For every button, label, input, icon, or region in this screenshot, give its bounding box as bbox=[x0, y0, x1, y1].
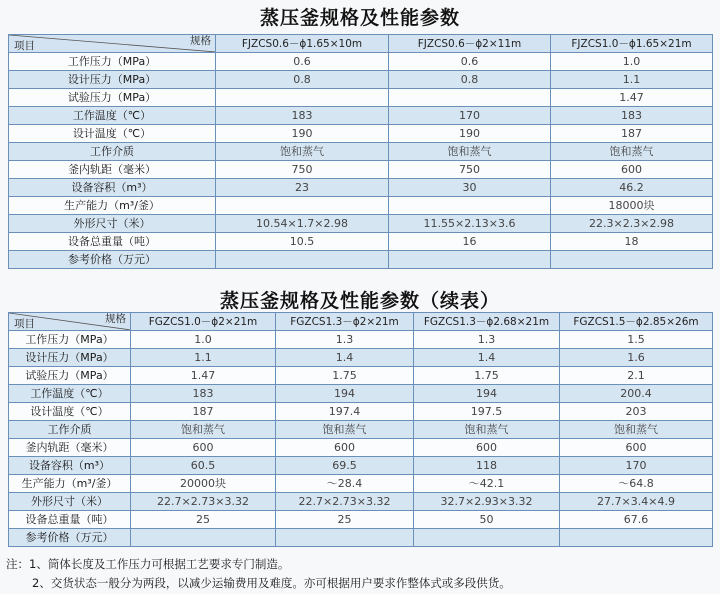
column-header: FJZCS0.6－ϕ1.65×10m bbox=[216, 35, 389, 53]
value-cell: 60.5 bbox=[131, 457, 276, 475]
row-label: 工作压力（MPa） bbox=[9, 331, 131, 349]
row-label: 设备容积（m³） bbox=[9, 457, 131, 475]
value-cell bbox=[414, 529, 560, 547]
value-cell: ～64.8 bbox=[560, 475, 713, 493]
value-cell: 10.5 bbox=[216, 233, 389, 251]
value-cell: 18000块 bbox=[551, 197, 713, 215]
value-cell: 46.2 bbox=[551, 179, 713, 197]
value-cell: 50 bbox=[414, 511, 560, 529]
value-cell: 750 bbox=[389, 161, 551, 179]
value-cell bbox=[389, 251, 551, 269]
table-row bbox=[9, 161, 713, 179]
value-cell bbox=[216, 89, 389, 107]
value-cell: 197.5 bbox=[414, 403, 560, 421]
value-cell: 170 bbox=[389, 107, 551, 125]
value-cell: 600 bbox=[560, 439, 713, 457]
row-label: 生产能力（m³/釜） bbox=[9, 197, 216, 215]
table-row bbox=[9, 421, 713, 439]
value-cell: 0.6 bbox=[216, 53, 389, 71]
note-line-2: 2、交货状态一般分为两段，以减少运输费用及难度。亦可根据用户要求作整体式或多段供货。 bbox=[32, 576, 511, 590]
value-cell: 饱和蒸气 bbox=[216, 143, 389, 161]
header-row bbox=[9, 313, 713, 331]
value-cell: 187 bbox=[131, 403, 276, 421]
value-cell: 25 bbox=[131, 511, 276, 529]
table-row bbox=[9, 107, 713, 125]
value-cell: 600 bbox=[551, 161, 713, 179]
row-label: 设备总重量（吨） bbox=[9, 511, 131, 529]
value-cell: 饱和蒸气 bbox=[551, 143, 713, 161]
diagonal-divider bbox=[9, 35, 216, 52]
row-label: 试验压力（MPa） bbox=[9, 89, 216, 107]
row-label: 参考价格（万元） bbox=[9, 251, 216, 269]
table-row bbox=[9, 349, 713, 367]
table-row bbox=[9, 125, 713, 143]
value-cell: 1.4 bbox=[276, 349, 414, 367]
row-label: 釜内轨距（毫米） bbox=[9, 439, 131, 457]
row-label: 工作压力（MPa） bbox=[9, 53, 216, 71]
value-cell: 22.7×2.73×3.32 bbox=[131, 493, 276, 511]
corner-spec-label: 规格 bbox=[105, 313, 126, 325]
table-row bbox=[9, 367, 713, 385]
value-cell bbox=[276, 529, 414, 547]
value-cell bbox=[551, 251, 713, 269]
value-cell bbox=[389, 89, 551, 107]
table2-title: 蒸压釜规格及性能参数（续表） bbox=[219, 290, 500, 312]
value-cell: 1.47 bbox=[551, 89, 713, 107]
value-cell: 69.5 bbox=[276, 457, 414, 475]
value-cell: 饱和蒸气 bbox=[414, 421, 560, 439]
value-cell bbox=[216, 197, 389, 215]
value-cell: 1.6 bbox=[560, 349, 713, 367]
table-row bbox=[9, 89, 713, 107]
header-corner-cell bbox=[9, 35, 216, 53]
value-cell bbox=[131, 529, 276, 547]
column-header: FGZCS1.3－ϕ2.68×21m bbox=[414, 313, 560, 331]
value-cell: 饱和蒸气 bbox=[276, 421, 414, 439]
value-cell: 1.0 bbox=[131, 331, 276, 349]
value-cell: 118 bbox=[414, 457, 560, 475]
table-row bbox=[9, 215, 713, 233]
value-cell: 190 bbox=[216, 125, 389, 143]
note-line-1: 注：1、筒体长度及工作压力可根据工艺要求专门制造。 bbox=[6, 557, 290, 571]
column-header: FJZCS1.0－ϕ1.65×21m bbox=[551, 35, 713, 53]
value-cell: ～42.1 bbox=[414, 475, 560, 493]
value-cell: 190 bbox=[389, 125, 551, 143]
value-cell: 194 bbox=[276, 385, 414, 403]
value-cell: 23 bbox=[216, 179, 389, 197]
value-cell: 饱和蒸气 bbox=[560, 421, 713, 439]
value-cell: 203 bbox=[560, 403, 713, 421]
column-header: FJZCS0.6－ϕ2×11m bbox=[389, 35, 551, 53]
table-row bbox=[9, 143, 713, 161]
value-cell: 67.6 bbox=[560, 511, 713, 529]
header-row bbox=[9, 35, 713, 53]
row-label: 工作介质 bbox=[9, 143, 216, 161]
value-cell bbox=[216, 251, 389, 269]
value-cell: 194 bbox=[414, 385, 560, 403]
value-cell: 25 bbox=[276, 511, 414, 529]
value-cell: 0.8 bbox=[216, 71, 389, 89]
value-cell: 750 bbox=[216, 161, 389, 179]
value-cell: 1.0 bbox=[551, 53, 713, 71]
value-cell: 16 bbox=[389, 233, 551, 251]
value-cell: 22.3×2.3×2.98 bbox=[551, 215, 713, 233]
value-cell: 11.55×2.13×3.6 bbox=[389, 215, 551, 233]
value-cell: 饱和蒸气 bbox=[389, 143, 551, 161]
value-cell: 197.4 bbox=[276, 403, 414, 421]
value-cell: 187 bbox=[551, 125, 713, 143]
corner-spec-label: 规格 bbox=[190, 35, 211, 47]
row-label: 生产能力（m³/釜） bbox=[9, 475, 131, 493]
value-cell: 183 bbox=[216, 107, 389, 125]
table-row bbox=[9, 439, 713, 457]
table-row bbox=[9, 511, 713, 529]
value-cell: 0.8 bbox=[389, 71, 551, 89]
value-cell: 2.1 bbox=[560, 367, 713, 385]
value-cell: 1.47 bbox=[131, 367, 276, 385]
value-cell: 1.75 bbox=[276, 367, 414, 385]
row-label: 参考价格（万元） bbox=[9, 529, 131, 547]
column-header: FGZCS1.3－ϕ2×21m bbox=[276, 313, 414, 331]
value-cell bbox=[560, 529, 713, 547]
column-header: FGZCS1.0－ϕ2×21m bbox=[131, 313, 276, 331]
row-label: 设备总重量（吨） bbox=[9, 233, 216, 251]
row-label: 外形尺寸（米） bbox=[9, 493, 131, 511]
value-cell: 600 bbox=[414, 439, 560, 457]
row-label: 工作温度（℃） bbox=[9, 107, 216, 125]
table-row bbox=[9, 197, 713, 215]
value-cell: 183 bbox=[131, 385, 276, 403]
header-corner-cell bbox=[9, 313, 131, 331]
row-label: 工作介质 bbox=[9, 421, 131, 439]
value-cell: 30 bbox=[389, 179, 551, 197]
value-cell bbox=[389, 197, 551, 215]
table-row bbox=[9, 457, 713, 475]
value-cell: 32.7×2.93×3.32 bbox=[414, 493, 560, 511]
spec-table-1 bbox=[8, 34, 713, 269]
spec-table-2 bbox=[8, 312, 713, 547]
corner-item-label: 项目 bbox=[14, 40, 35, 52]
value-cell: 1.4 bbox=[414, 349, 560, 367]
value-cell: 22.7×2.73×3.32 bbox=[276, 493, 414, 511]
value-cell: 10.54×1.7×2.98 bbox=[216, 215, 389, 233]
table-row bbox=[9, 529, 713, 547]
value-cell: ～28.4 bbox=[276, 475, 414, 493]
table-row bbox=[9, 53, 713, 71]
value-cell: 20000块 bbox=[131, 475, 276, 493]
row-label: 外形尺寸（米） bbox=[9, 215, 216, 233]
corner-item-label: 项目 bbox=[14, 318, 35, 330]
row-label: 工作温度（℃） bbox=[9, 385, 131, 403]
table-row bbox=[9, 403, 713, 421]
value-cell: 饱和蒸气 bbox=[131, 421, 276, 439]
value-cell: 1.5 bbox=[560, 331, 713, 349]
value-cell: 200.4 bbox=[560, 385, 713, 403]
row-label: 试验压力（MPa） bbox=[9, 367, 131, 385]
value-cell: 170 bbox=[560, 457, 713, 475]
value-cell: 1.1 bbox=[131, 349, 276, 367]
value-cell: 183 bbox=[551, 107, 713, 125]
table-row bbox=[9, 331, 713, 349]
value-cell: 0.6 bbox=[389, 53, 551, 71]
table-row bbox=[9, 233, 713, 251]
table1-title: 蒸压釜规格及性能参数 bbox=[259, 7, 460, 29]
row-label: 设备容积（m³） bbox=[9, 179, 216, 197]
row-label: 釜内轨距（毫米） bbox=[9, 161, 216, 179]
value-cell: 1.3 bbox=[276, 331, 414, 349]
table-row bbox=[9, 179, 713, 197]
table-row bbox=[9, 251, 713, 269]
value-cell: 1.1 bbox=[551, 71, 713, 89]
value-cell: 600 bbox=[131, 439, 276, 457]
row-label: 设计压力（MPa） bbox=[9, 71, 216, 89]
value-cell: 1.3 bbox=[414, 331, 560, 349]
table-row bbox=[9, 385, 713, 403]
column-header: FGZCS1.5－ϕ2.85×26m bbox=[560, 313, 713, 331]
table-row bbox=[9, 493, 713, 511]
table-row bbox=[9, 475, 713, 493]
value-cell: 600 bbox=[276, 439, 414, 457]
row-label: 设计温度（℃） bbox=[9, 125, 216, 143]
row-label: 设计压力（MPa） bbox=[9, 349, 131, 367]
value-cell: 27.7×3.4×4.9 bbox=[560, 493, 713, 511]
value-cell: 1.75 bbox=[414, 367, 560, 385]
row-label: 设计温度（℃） bbox=[9, 403, 131, 421]
table-row bbox=[9, 71, 713, 89]
value-cell: 18 bbox=[551, 233, 713, 251]
